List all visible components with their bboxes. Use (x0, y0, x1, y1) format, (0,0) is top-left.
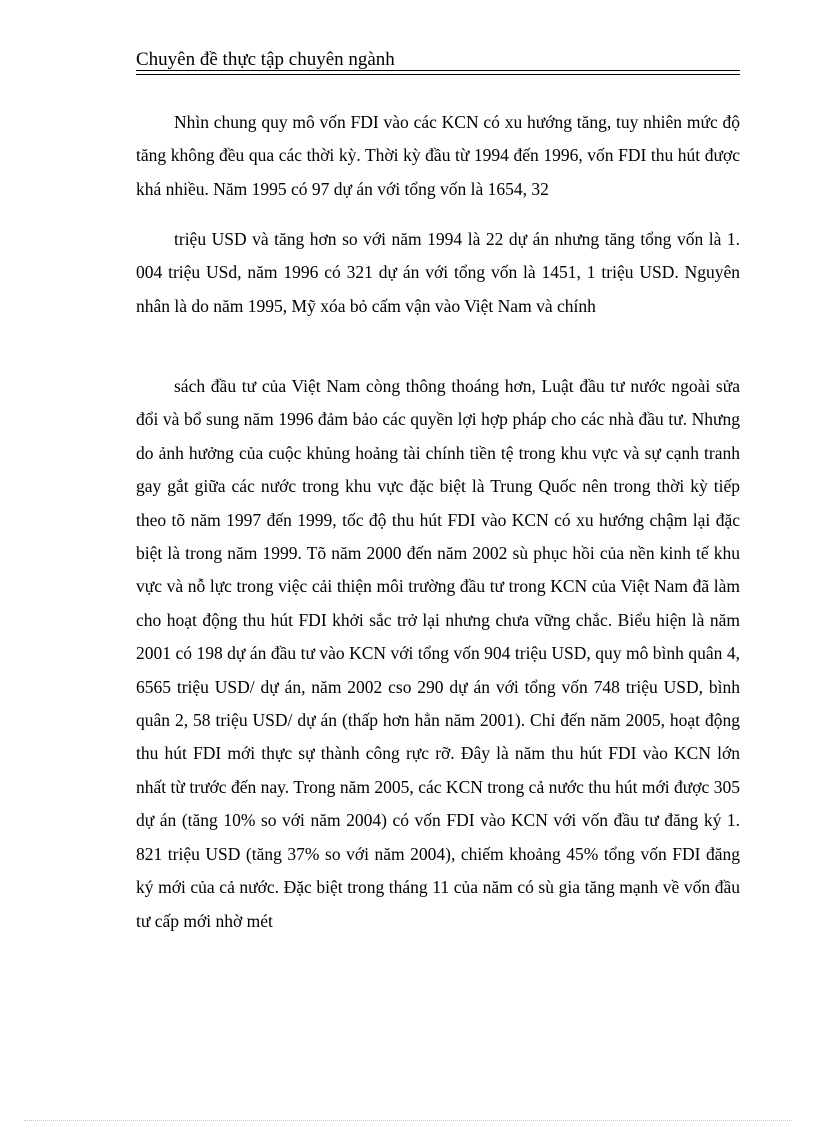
header-rule-thin (136, 74, 740, 75)
running-header: Chuyên đề thực tập chuyên ngành (136, 49, 395, 70)
body-paragraph-3 (136, 370, 740, 938)
paragraph-text: Nhìn chung quy mô vốn FDI vào các KCN có xu hướng tăng, tuy nhiên mức độ tăng không đều qua các thời kỳ. Thời kỳ đầu từ 1994 đến 1996, vốn FDI thu hút được khá nhiều. Năm 1995 có 97 dự án với tổng vốn là 1654, 32 (136, 112, 740, 199)
paragraph-text: sách đầu tư của Việt Nam còng thông thoáng hơn, Luật đầu tư nước ngoài sửa đổi và bổ sung năm 1996 đảm bảo các quyền lợi hợp pháp cho các nhà đầu tư. Nhưng do ảnh hưởng của cuộc khủng hoảng tài chính tiền tệ trong khu vực và sự cạnh tranh gay gắt giữa các nước trong khu vực đặc biệt là Trung Quốc nên trong thời kỳ tiếp theo tõ năm 1997 đến 1999, tốc độ thu hút FDI vào KCN có xu hướng chậm lại đặc biệt là trong năm 1999. Tõ năm 2000 đến năm 2002 sù phục hồi của nền kinh tế khu vực và nỗ lực trong việc cải thiện môi trường đầu tư trong KCN của Việt Nam đã làm cho hoạt động thu hút FDI khởi sắc trở lại nhưng chưa vững chắc. Biểu hiện là năm 2001 có 198 dự án đầu tư vào KCN với tổng vốn 904 triệu USD, quy mô bình quân 4, 6565 triệu USD/ dự án, năm 2002 cso 290 dự án với tổng vốn 748 triệu USD, bình quân 2, 58 triệu USD/ dự án (thấp hơn hẳn năm 2001). Chỉ đến năm 2005, hoạt động thu hút FDI mới thực sự thành công rực rỡ. Đây là năm thu hút FDI vào KCN lớn nhất từ trước đến nay. Trong năm 2005, các KCN trong cả nước thu hút mới được 305 dự án (tăng 10% so với năm 2004) có vốn FDI vào KCN với vốn đầu tư đăng ký 1. 821 triệu USD (tăng 37% so với năm 2004), chiếm khoảng 45% tổng vốn FDI đăng ký mới của cả nước. Đặc biệt trong tháng 11 của năm có sù gia tăng mạnh về vốn đầu tư cấp mới nhờ mét (136, 376, 740, 931)
body-paragraph-1 (136, 106, 740, 206)
page-bottom-border (24, 1120, 792, 1121)
header-rule-thick (136, 70, 740, 71)
paragraph-text: triệu USD và tăng hơn so với năm 1994 là 22 dự án nhưng tăng tổng vốn là 1. 004 triệu USd, năm 1996 có 321 dự án với tổng vốn là 1451, 1 triệu USD. Nguyên nhân là do năm 1995, Mỹ xóa bỏ cấm vận vào Việt Nam và chính (136, 229, 740, 316)
body-paragraph-2 (136, 223, 740, 323)
